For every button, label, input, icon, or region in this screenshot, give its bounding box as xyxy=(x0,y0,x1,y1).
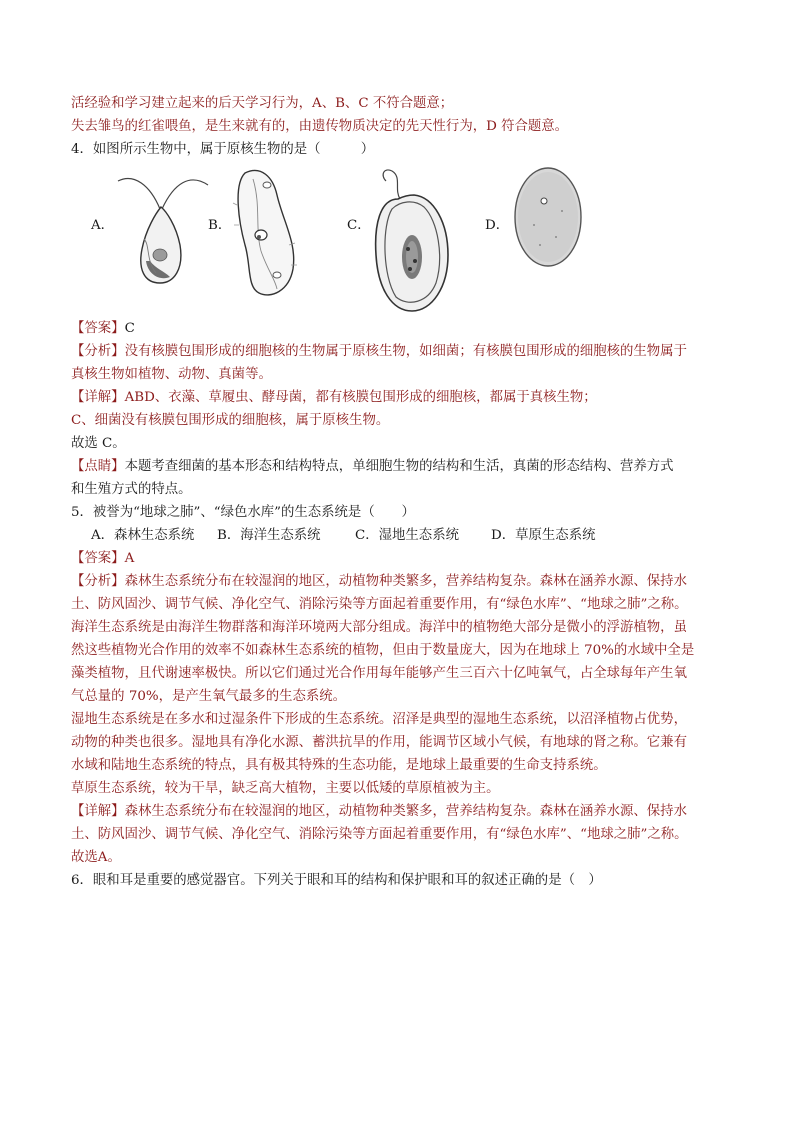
q4-comment-1 xyxy=(71,457,731,477)
q4-conclusion: 故选 C。 xyxy=(71,436,126,451)
choice-a: A．森林生态系统 xyxy=(91,528,195,543)
answer-value: A xyxy=(124,551,135,566)
q5-analysis-2: 土、防风固沙、调节气候、净化空气、消除污染等方面起着重要作用，有“绿色水库”、“地球之肺”之称。 xyxy=(71,597,688,612)
option-a-label: A． xyxy=(91,218,115,233)
option-d-label: D． xyxy=(485,218,510,233)
q5-grassland-1: 草原生态系统，较为干旱，缺乏高大植物，主要以低矮的草原植被为主。 xyxy=(71,781,500,796)
answer-tag: 【答案】 xyxy=(71,321,125,336)
question-5: 5．被誉为“地球之肺”、“绿色水库”的生态系统是（ ） xyxy=(71,505,415,520)
analysis-text: 森林生态系统分布在较湿润的地区，动植物种类繁多，营养结构复杂。森林在涵养水源、保持水 xyxy=(124,574,687,589)
answer-tag: 【答案】 xyxy=(71,551,125,566)
q4-detail-2: C、细菌没有核膜包围形成的细胞核，属于原核生物。 xyxy=(71,413,390,428)
q4-analysis-1 xyxy=(71,342,731,362)
q5-choices xyxy=(91,526,751,546)
q5-detail-2: 土、防风固沙、调节气候、净化空气、消除污染等方面起着重要作用，有“绿色水库”、“地球之肺”之称。 xyxy=(71,827,688,842)
q5-ocean-4: 气总量的 70%，是产生氧气最多的生态系统。 xyxy=(71,689,347,704)
q5-wetland-3: 水域和陆地生态系统的特点，具有极其特殊的生态功能，是地球上最重要的生命支持系统。 xyxy=(71,758,607,773)
q5-conclusion: 故选A。 xyxy=(71,850,121,865)
q5-wetland-1: 湿地生态系统是在多水和过湿条件下形成的生态系统。沼泽是典型的湿地生态系统，以沼泽植物占优势， xyxy=(71,712,687,727)
paramecium-illustration xyxy=(231,165,303,301)
detail-tag: 【详解】 xyxy=(71,804,125,819)
option-b-label: B． xyxy=(208,218,232,233)
q4-detail-1 xyxy=(71,388,731,408)
q5-ocean-2: 然这些植物光合作用的效率不如森林生态系统的植物，但由于数量庞大，因为在地球上 70%的水域中全是 xyxy=(71,643,695,658)
comment-tag: 【点睛】 xyxy=(71,459,125,474)
q5-ocean-1: 海洋生态系统是由海洋生物群落和海洋环境两大部分组成。海洋中的植物绝大部分是微小的浮游植物，虽 xyxy=(71,620,687,635)
q5-analysis-1 xyxy=(71,572,731,592)
choice-d: D．草原生态系统 xyxy=(491,528,596,543)
q4-analysis-2: 真核生物如植物、动物、真菌等。 xyxy=(71,367,272,382)
comment-text: 本题考查细菌的基本形态和结构特点，单细胞生物的结构和生活，真菌的形态结构、营养方式 xyxy=(124,459,674,474)
bacterium-illustration xyxy=(368,165,454,315)
question-6: 6．眼和耳是重要的感觉器官。下列关于眼和耳的结构和保护眼和耳的叙述正确的是（ ） xyxy=(71,873,602,888)
choice-b: B．海洋生态系统 xyxy=(217,528,321,543)
q5-ocean-3: 藻类植物，且代谢速率极快。所以它们通过光合作用每年能够产生三百六十亿吨氧气，占全球每年产生氧 xyxy=(71,666,687,681)
q5-detail-1 xyxy=(71,802,731,822)
q4-comment-2: 和生殖方式的特点。 xyxy=(71,482,192,497)
analysis-text: 没有核膜包围形成的细胞核的生物属于原核生物，如细菌；有核膜包围形成的细胞核的生物属于 xyxy=(124,344,687,359)
detail-text: 森林生态系统分布在较湿润的地区，动植物种类繁多，营养结构复杂。森林在涵养水源、保持水 xyxy=(124,804,687,819)
detail-tag: 【详解】 xyxy=(71,390,125,405)
detail-text: ABD、衣藻、草履虫、酵母菌，都有核膜包围形成的细胞核，都属于真核生物； xyxy=(124,390,597,405)
analysis-tag: 【分析】 xyxy=(71,574,125,589)
choice-c: C．湿地生态系统 xyxy=(355,528,459,543)
q5-answer xyxy=(71,549,731,569)
analysis-tag: 【分析】 xyxy=(71,344,125,359)
q4-answer xyxy=(71,319,731,339)
yeast-illustration xyxy=(512,165,584,269)
option-c-label: C． xyxy=(347,218,371,233)
continued-text-line-2: 失去雏鸟的红雀喂鱼，是生来就有的，由遗传物质决定的先天性行为，D 符合题意。 xyxy=(71,119,569,134)
answer-value: C xyxy=(124,321,135,336)
chlamydomonas-illustration xyxy=(116,165,212,287)
continued-text-line-1: 活经验和学习建立起来的后天学习行为，A、B、C 不符合题意； xyxy=(71,96,454,111)
q5-wetland-2: 动物的种类也很多。湿地具有净化水源、蓄洪抗旱的作用，能调节区域小气候，有地球的肾之称。它兼有 xyxy=(71,735,687,750)
question-4: 4．如图所示生物中，属于原核生物的是（ ） xyxy=(71,142,375,157)
